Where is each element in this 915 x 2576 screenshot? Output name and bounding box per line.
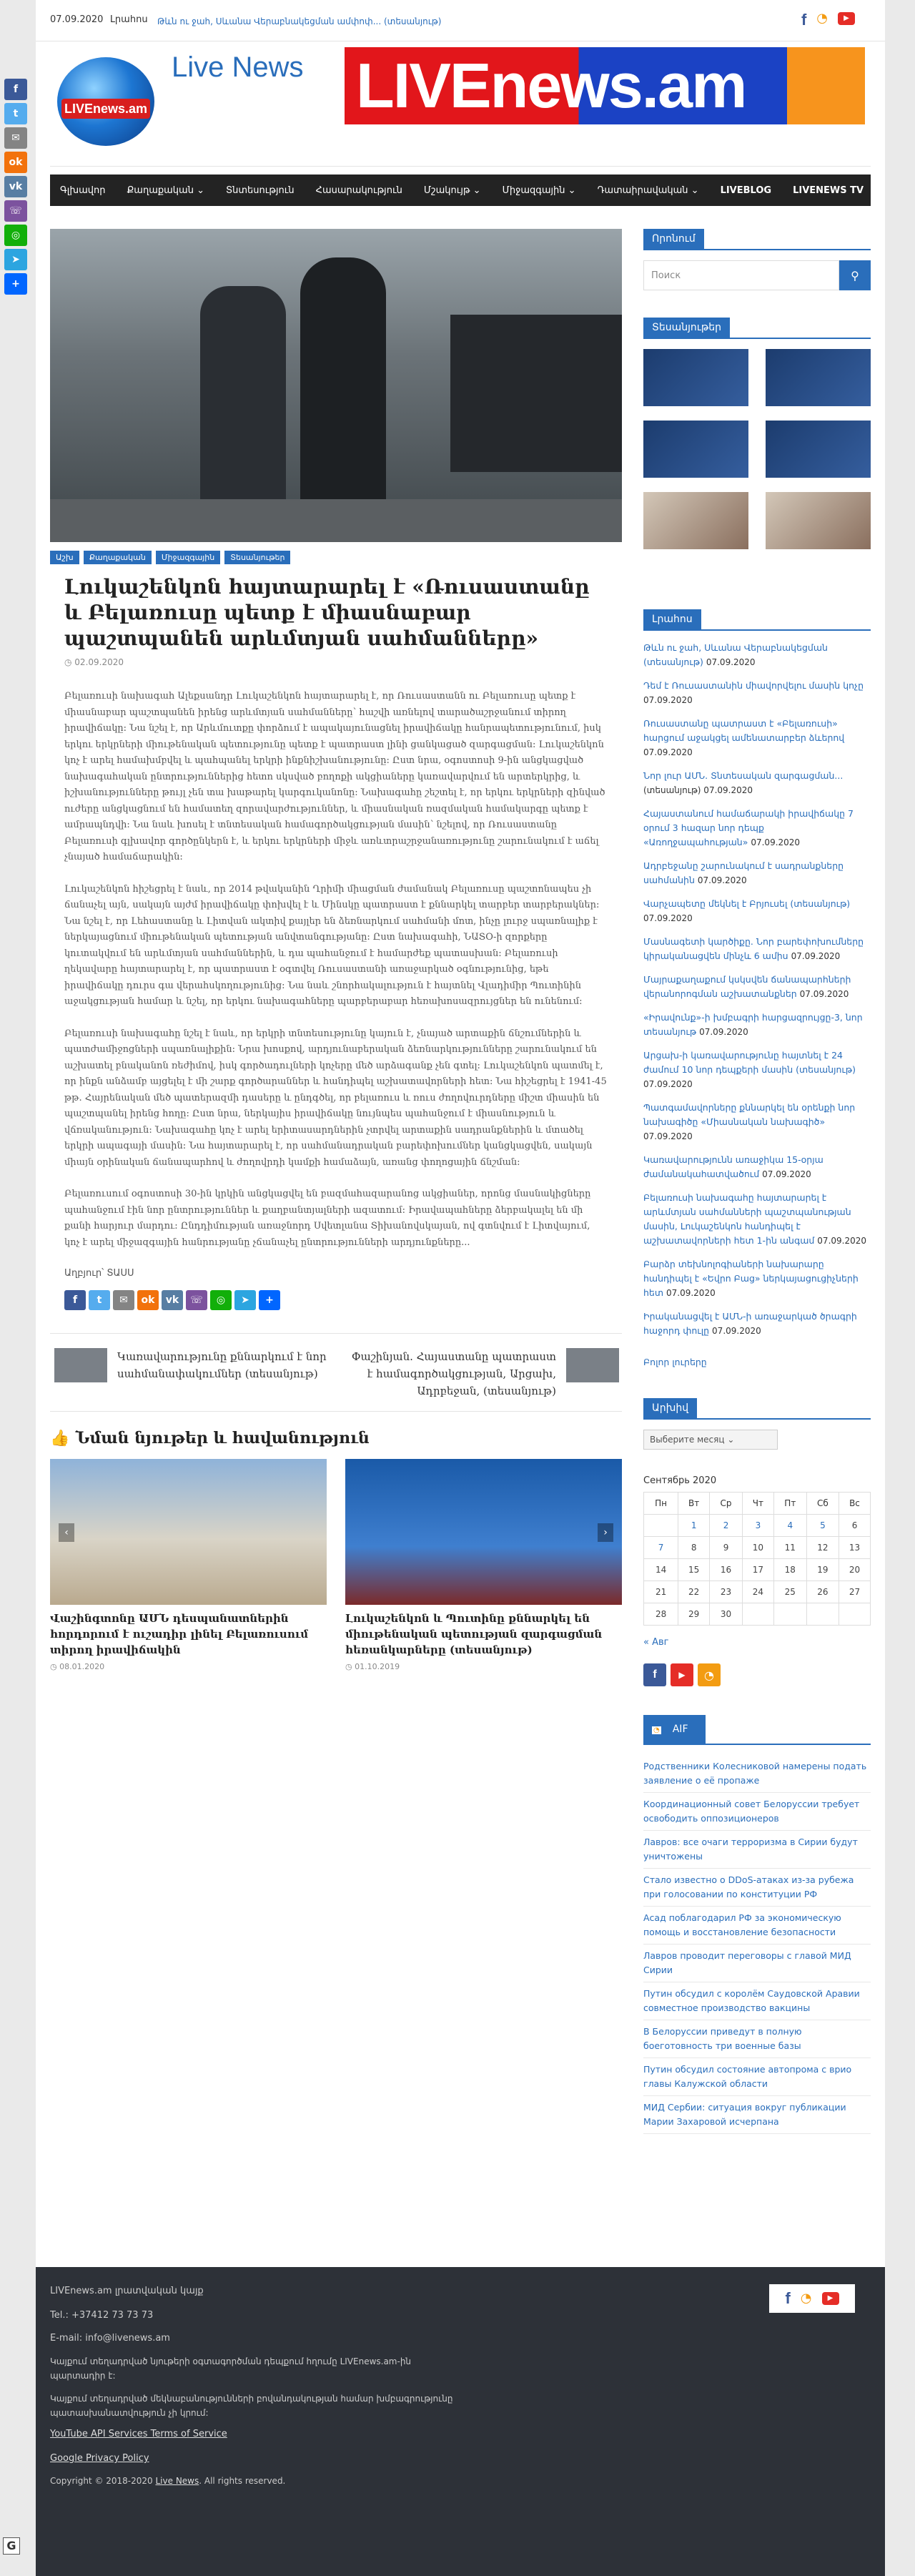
floating-share-bar — [4, 79, 27, 295]
prev-post-thumbnail[interactable] — [54, 1348, 107, 1382]
news-date: 07.09.2020 — [643, 1079, 693, 1089]
related-image[interactable] — [50, 1459, 327, 1605]
news-link[interactable]: «Իրավունք»-ի խմբագրի հարցազրույցը-3, նոր տեսանյութ — [643, 1012, 863, 1037]
list-item — [643, 1153, 871, 1181]
related-title[interactable]: Լուկաշենկոն և Պուտինը քննարկել են միութենական պետության զարգացման հեռանկարները (տեսանյութ) — [345, 1612, 603, 1656]
twitter-share-icon[interactable]: t — [4, 103, 27, 124]
related-heading-text: Նման նյութեր և հավանություն — [75, 1429, 370, 1447]
news-link[interactable]: Վարչապետը մեկնել է Բրյուսել (տեսանյութ) — [643, 898, 851, 909]
current-date: 07.09.2020 — [50, 14, 104, 25]
vk-share-icon[interactable]: vk — [4, 176, 27, 197]
footer-social-icons — [769, 2284, 855, 2313]
news-link[interactable]: Բարձր տեխնոլոգիաների նախարարը հանդիպել է «Եվրո Բաց» ներկայացուցիչների հետ — [643, 1259, 859, 1298]
telegram-share-icon[interactable]: ➤ — [234, 1290, 256, 1310]
list-item — [643, 1048, 871, 1091]
copyright-link[interactable]: Live News — [155, 2476, 199, 2486]
news-date: 07.09.2020 — [762, 1169, 811, 1179]
news-date: 07.09.2020 — [712, 1326, 761, 1336]
category-tag[interactable]: Աշխ — [50, 551, 79, 564]
calendar-day[interactable]: 3 — [742, 1515, 773, 1537]
list-item — [643, 1101, 871, 1144]
aif-link[interactable]: Асад поблагодарил РФ за экономическую помощь и восстановление безопасности — [643, 1907, 871, 1945]
calendar-week — [644, 1559, 871, 1581]
nav-item-label: Գլխավոր — [60, 185, 106, 196]
news-link[interactable]: Ռուսաստանը պատրաստ է «Բելառուսի» հարցում աջակցել ամենատարբեր ձևերով — [643, 718, 845, 743]
list-item — [643, 973, 871, 1001]
chevron-down-icon: ⌄ — [565, 185, 576, 196]
article-categories — [50, 551, 622, 564]
calendar-day: 12 — [806, 1537, 839, 1559]
calendar-day: 9 — [710, 1537, 743, 1559]
chevron-down-icon: ⌄ — [727, 1435, 735, 1445]
nav-item-label: LIVENEWS TV — [793, 185, 864, 196]
archive-select-value: Выберите месяц — [650, 1435, 725, 1445]
news-date: (տեսանյութ) 07.09.2020 — [643, 785, 753, 795]
whatsapp-share-icon[interactable]: ◎ — [4, 225, 27, 246]
related-image[interactable] — [345, 1459, 622, 1605]
nav-item[interactable] — [60, 185, 105, 196]
news-date: 07.09.2020 — [791, 951, 841, 961]
hero-figure-left — [200, 286, 286, 522]
news-link[interactable]: Կառավարությունն առաջիկա 15-օրյա ժամանակահատվածում — [643, 1154, 824, 1179]
translate-icon[interactable]: G — [3, 2537, 20, 2555]
top-social-icons — [801, 12, 855, 28]
news-date: 07.09.2020 — [643, 913, 693, 923]
calendar-day — [806, 1603, 839, 1626]
related-title[interactable]: Վաշինգտոնը ԱՄՆ դեսպանատներին հորդորում է ուշադիր լինել Բելառուսում տիրող իրավիճակին — [50, 1612, 309, 1656]
thumbs-up-icon: 👍 — [50, 1429, 70, 1447]
nav-item[interactable] — [598, 185, 699, 196]
list-item — [643, 1191, 871, 1248]
gallery-thumb[interactable] — [766, 492, 871, 549]
calendar-day: 25 — [773, 1581, 806, 1603]
list-item — [643, 897, 871, 925]
next-post-thumbnail[interactable] — [566, 1348, 619, 1382]
news-link[interactable]: Թևն ու ջահ, Սևանա Վերաբնակեցման (տեսանյութ) — [643, 642, 828, 667]
calendar-weekday: Вс — [839, 1493, 871, 1515]
hero-ground — [50, 499, 622, 542]
calendar-day: 29 — [678, 1603, 710, 1626]
next-post[interactable] — [350, 1348, 622, 1400]
category-tag[interactable]: Միջազգային — [156, 551, 220, 564]
footer-email: E-mail: info@livenews.am — [50, 2333, 170, 2344]
next-post-title[interactable]: Փաշինյան. Հայաստանը պատրաստ է համագործակցության, Արցախ, Ադրբեջան, (տեսանյութ) — [351, 1350, 556, 1397]
viber-share-icon[interactable]: ☏ — [4, 200, 27, 222]
calendar-head — [644, 1493, 871, 1515]
news-link[interactable]: Դեմ է Ռուսաստանին միավորվելու մասին կոչը — [643, 680, 864, 691]
archive-select[interactable] — [643, 1430, 778, 1450]
viber-share-icon[interactable]: ☏ — [186, 1290, 207, 1310]
footer-note-comments: Կայքում տեղադրված մեկնաբանությունների բովանդակության համար խմբագրությունը պատասխանատվություն չի կրում: — [50, 2394, 453, 2418]
facebook-icon[interactable]: f — [785, 2289, 791, 2307]
gallery-thumb[interactable] — [643, 421, 748, 478]
related-card[interactable] — [345, 1459, 622, 1671]
more-share-icon[interactable]: + — [259, 1290, 280, 1310]
youtube-icon[interactable]: ▶ — [838, 12, 855, 25]
calendar-day: 10 — [742, 1537, 773, 1559]
facebook-icon[interactable]: f — [643, 1663, 666, 1686]
chevron-down-icon: ⌄ — [470, 185, 481, 196]
news-date: 07.09.2020 — [643, 1131, 693, 1141]
aif-link[interactable]: Лавров: все очаги терроризма в Сирии будут уничтожены — [643, 1831, 871, 1869]
aif-link[interactable]: Лавров проводит переговоры с главой МИД Сирии — [643, 1945, 871, 1982]
related-heading — [50, 1429, 622, 1447]
news-date: 07.09.2020 — [751, 837, 801, 847]
facebook-icon[interactable]: f — [801, 11, 807, 29]
search-input[interactable]: Поиск — [643, 260, 839, 290]
news-link[interactable]: Պատգամավորները քննարկել են օրենքի նոր նախագիծը «Միասնական նախագիծ» — [643, 1102, 856, 1127]
rss-icon[interactable]: ◔ — [800, 2291, 812, 2306]
calendar-day: 26 — [806, 1581, 839, 1603]
site-footer — [36, 2267, 885, 2576]
calendar-weekday: Ср — [710, 1493, 743, 1515]
clock-icon: ◷ — [345, 1662, 355, 1671]
calendar-day: 15 — [678, 1559, 710, 1581]
nav-item[interactable] — [793, 185, 864, 196]
google-privacy-link[interactable]: Google Privacy Policy — [50, 2453, 149, 2464]
news-link[interactable]: Հայաստանում համաճարակի իրավիճակը 7 օրում 3 հազար նոր դեպք «Առողջապահության» — [643, 808, 854, 847]
calendar-day: 17 — [742, 1559, 773, 1581]
news-link[interactable]: Արցախ-ի կառավարությունը հայտնել է 24 ժամում 10 նոր դեպքերի մասին (տեսանյութ) — [643, 1050, 856, 1075]
page — [36, 0, 885, 2576]
hero-figure-center — [300, 257, 386, 515]
sidebar — [643, 229, 871, 2134]
rss-icon[interactable]: ◔ — [698, 1663, 721, 1686]
aif-link[interactable]: Координационный совет Белоруссии требует освободить оппозиционеров — [643, 1793, 871, 1831]
whatsapp-share-icon[interactable]: ◎ — [210, 1290, 232, 1310]
hero-vehicle — [450, 315, 622, 472]
related-date — [345, 1662, 622, 1671]
calendar-day[interactable]: 7 — [644, 1537, 678, 1559]
archive-widget-title — [643, 1398, 871, 1420]
calendar-week — [644, 1515, 871, 1537]
calendar-day: 21 — [644, 1581, 678, 1603]
footer-site-name: LIVEnews.am լրատվական կայք — [50, 2286, 204, 2296]
main-content — [50, 229, 622, 1671]
calendar-day: 27 — [839, 1581, 871, 1603]
search-form — [643, 260, 871, 290]
calendar-day: 14 — [644, 1559, 678, 1581]
news-date: 07.09.2020 — [643, 747, 693, 757]
chevron-down-icon: ⌄ — [688, 185, 699, 196]
nav-item-label: Միջազգային — [502, 185, 565, 196]
aif-widget-title — [643, 1715, 871, 1745]
article-share-buttons — [50, 1290, 622, 1310]
list-item — [643, 1257, 871, 1300]
calendar-weekday: Пт — [773, 1493, 806, 1515]
nav-item-label: Մշակույթ — [423, 185, 470, 196]
site-header — [36, 41, 885, 174]
article-paragraph: Բելառուսի նախագահ Ալեքսանդր Լուկաշենկոն հայտարարել է, որ Ռուսաստանն ու Բելառուսը պետք է միասնաբար պաշտպանեն իրենց արևմտյան սահմանները՝ հաշվի առնելով տարածաշրջանում տիրող իրավիճակը: Նա նշել է, որ Արևմուտքը փորձում է ապակայունացնել իրավիճակը հանրապետությունում, իսկ երկու երկրների միութենական պետությունը պետք է պատրաստ լինի ցանկացած զարգացման: Լուկաշենկոն կոչ է արել համախմբվել և պահպանել երկրի ինքնիշխանությունը: Ըստ նրա, օգոստոսի 9-ին անցկացված նախագահական ընտրություններից հետո սկսված բողոքի ակցիաները կառավարվում են արտերկրից, և իշխանությունները թույլ չեն տա խաթարել կարգուկանոնը: Նախագահը շեշտել է, որ երկու երկրների զինված ուժերը անցկացնում են համատեղ զորավարժություններ, և միասնական ռազմական համակարգը պետք է ամրապնդվի: Նա նաև խոսել է տնտեսական համագործակցության մասին՝ նշելով, որ Ռուսաստանը Բելառուսի գլխավոր գործընկերն է, և երկու երկրների միջև առևտրաշրջանառությունը շարունակում է աճել չնայած համաճարակին: — [64, 691, 605, 862]
calendar-day[interactable]: 2 — [710, 1515, 743, 1537]
list-item — [643, 807, 871, 850]
aif-link[interactable]: Родственники Колесниковой намерены подать заявление о её пропаже — [643, 1755, 871, 1793]
video-gallery — [643, 349, 871, 549]
calendar-day: 8 — [678, 1537, 710, 1559]
nav-item[interactable] — [127, 185, 204, 196]
chevron-down-icon: ⌄ — [193, 185, 204, 196]
news-date: 07.09.2020 — [697, 875, 747, 885]
aif-widget-title-text: AIF — [664, 1719, 697, 1739]
calendar-day: 30 — [710, 1603, 743, 1626]
news-link[interactable]: Բելառուսի նախագահը հայտարարել է արևմտյան սահմանների պաշտպանության մասին, Լուկաշենկոն հանդիպել է աշխատավորների հետ 1-ին անգամ — [643, 1192, 851, 1246]
footer-copyright — [50, 2476, 285, 2486]
gallery-widget-title-text: Տեսանյութեր — [643, 318, 730, 338]
nav-item[interactable] — [424, 185, 481, 196]
copyright-suffix: . All rights reserved. — [199, 2476, 286, 2486]
news-link[interactable]: Ադրբեջանը շարունակում է սադրանքները սահմանին — [643, 860, 844, 885]
list-item — [643, 679, 871, 707]
aif-feed — [643, 1755, 871, 2134]
aif-link[interactable]: МИД Сербии: ситуация вокруг публикации Марии Захаровой исчерпана — [643, 2096, 871, 2134]
nav-item-label: Քաղաքական — [127, 185, 194, 196]
calendar-day: 28 — [644, 1603, 678, 1626]
related-date-text: 08.01.2020 — [59, 1662, 105, 1671]
list-item — [643, 1309, 871, 1338]
nav-item-label: LIVEBLOG — [720, 185, 772, 196]
news-date: 07.09.2020 — [699, 1027, 748, 1037]
nav-item-label: Դատաիրավական — [597, 185, 688, 196]
logo-tag: LIVEnews.am — [61, 99, 150, 119]
calendar-prev-month[interactable]: « Авг — [643, 1637, 669, 1648]
calendar-day — [773, 1603, 806, 1626]
news-more-link[interactable]: Բոլոր լուրերը — [643, 1357, 707, 1367]
news-link[interactable]: Նոր լուր ԱՄՆ. Տնտեսական զարգացման... — [643, 770, 844, 781]
email-share-icon[interactable]: ✉ — [113, 1290, 134, 1310]
clock-icon: ◷ — [64, 657, 75, 667]
site-title[interactable]: Live News — [172, 51, 304, 83]
prev-post-title[interactable]: Կառավարությունը քննարկում է նոր սահմանափակումներ (տեսանյութ) — [117, 1350, 327, 1380]
news-link[interactable]: Մայրաքաղաքում կսկսվեն ճանապարհների վերանորոգման աշխատանքներ — [643, 974, 851, 999]
email-share-icon[interactable]: ✉ — [4, 127, 27, 149]
article-paragraph: Բելառուսում օգոստոսի 30-ին կրկին անցկացվել են բազմահազարանոց ակցիաներ, որոնց մասնակիցները պահանջում էին նոր ընտրություններ և քաղբանտյալների ազատում: Իրավապահները ձերբակալել են մի քանի հարյուր մարդու: Ընդդիմության առաջնորդ Սվետլանա Տիխանովսկայան, ով գտնվում է Լիտվայում, կոչ է արել միջազգային հանրությանը չճանաչել ընտրությունների արդյունքները... — [64, 1189, 591, 1248]
news-date: 07.09.2020 — [817, 1236, 867, 1246]
category-tag[interactable]: Քաղաքական — [84, 551, 152, 564]
related-card[interactable] — [50, 1459, 327, 1671]
calendar-day: 16 — [710, 1559, 743, 1581]
article-date — [50, 652, 622, 673]
youtube-icon[interactable]: ▶ — [822, 2292, 839, 2305]
archive-widget-title-text: Արխիվ — [643, 1398, 697, 1418]
list-item — [643, 641, 871, 669]
news-list — [643, 641, 871, 1338]
top-bar — [36, 0, 885, 41]
facebook-share-icon[interactable]: f — [4, 79, 27, 100]
youtube-terms-link[interactable]: YouTube API Services Terms of Service — [50, 2429, 227, 2439]
youtube-icon[interactable]: ▶ — [671, 1663, 693, 1686]
twitter-share-icon[interactable]: t — [89, 1290, 110, 1310]
article-paragraph: Բելառուսի նախագահը նշել է նաև, որ երկրի տնտեսությունը կայուն է, չնայած արտաքին ճնշումներին և պատժամիջոցների սպառնալիքին: Նրա խոսքով, արդյունաբերական ձեռնարկությունները շարունակում են աշխատել բնականոն ռեժիմով, իսկ գործադուլների կոչերը մեծ արձագանք չեն գտել: Լուկաշենկոն պատմել է, որ ինքն անձամբ այցելել է մի շարք գործարաններ և հանդիպել աշխատավորների հետ: Նա հիշեցրել է 1941-45 թթ. Հայրենական մեծ պատերազմի դասերը և ընդգծել, որ բելառուս և ռուս ժողովուրդները միշտ միասին են պաշտպանել իրենց հողը: Ըստ նրա, ներկայիս իրավիճակը նույնպես պահանջում է միասնություն և վճռականություն: Նախագահը կոչ է արել երիտասարդներին չտրվել արտաքին սադրանքներին և մտածել երկրի ապագայի մասին: Նա հայտարարել է, որ սահմանադրական բարեփոխումներ կանցկացվեն, սակայն միայն օրինական ճանապարհով և ժողովրդի կամքի համաձայն, առանց փողոցային ճնշման: — [64, 1028, 607, 1168]
news-link[interactable]: Մասնագետի կարծիքը. Նոր բարեփոխումները կիրականացվեն մինչև 6 ամիս — [643, 936, 864, 961]
category-tag[interactable]: Տեսանյութեր — [224, 551, 290, 564]
clock-icon: ◷ — [50, 1662, 60, 1671]
gallery-thumb[interactable] — [643, 349, 748, 406]
article-paragraph: Լուկաշենկոն հիշեցրել է նաև, որ 2014 թվականին Ղրիմի միացման ժամանակ Բելառուսը պաշտոնապես չի ճանաչել այն, սակայն այժմ իրավիճակը փոխվել է և Մինսկը պատրաստ է քննարկել տարբեր տարբերակներ: Նա նշել է, որ Լեհաստանը և Լիտվան ակտիվ քայլեր են ձեռնարկում սահմանի մոտ, ինչը լուրջ սպառնալիք է ներկայացնում միութենական պետության անվտանգությանը: Ըստ նախագահի, ՆԱՏՕ-ի զորքերը կուտակվում են արևմտյան սահմաններին, և դա պահանջում է համարժեք պատասխան: Բելառուսի ղեկավարը հայտարարել է, որ պատրաստ է օգտվել Ռուսաստանի առաջարկած օգնությունից, եթե իրավիճակը դուրս գա վերահսկողությունից: Նա նաև շնորհակալություն է հայտնել Վլադիմիր Պուտինին աջակցության համար և նշել, որ երկու նախագահները պարբերաբար հեռախոսազրույցներ են ունենում: — [64, 883, 600, 1007]
aif-link[interactable]: Путин обсудил с королём Саудовской Аравии совместное производство вакцины — [643, 1982, 871, 2020]
calendar-day: 6 — [839, 1515, 871, 1537]
calendar-day: 23 — [710, 1581, 743, 1603]
aif-link[interactable]: В Белоруссии приведут в полную боеготовность три военные базы — [643, 2020, 871, 2058]
calendar-weekday: Чт — [742, 1493, 773, 1515]
nav-item-label: Տնտեսություն — [225, 185, 295, 196]
article-source: Աղբյուր՝ ՏԱՍՍ — [64, 1268, 134, 1279]
calendar-day: 13 — [839, 1537, 871, 1559]
calendar-body — [644, 1515, 871, 1626]
calendar-day: 24 — [742, 1581, 773, 1603]
news-date: 07.09.2020 — [799, 989, 849, 999]
gallery-widget-title — [643, 318, 871, 339]
calendar-weekday: Пн — [644, 1493, 678, 1515]
search-widget-title-text: Որոնում — [643, 229, 704, 249]
rss-icon[interactable]: ◔ — [816, 11, 828, 26]
header-divider — [50, 166, 871, 167]
header-banner[interactable]: LIVEnews.am — [345, 47, 865, 124]
news-widget-title — [643, 609, 871, 631]
nav-item-label: Հասարակություն — [315, 185, 402, 196]
calendar-day: 22 — [678, 1581, 710, 1603]
calendar-day — [644, 1515, 678, 1537]
telegram-share-icon[interactable]: ➤ — [4, 249, 27, 270]
calendar-day[interactable]: 4 — [773, 1515, 806, 1537]
search-icon: ⚲ — [851, 268, 859, 282]
news-date: 07.09.2020 — [643, 695, 693, 705]
calendar-weekday: Вт — [678, 1493, 710, 1515]
footer-note-copy: Կայքում տեղադրված նյութերի օգտագործման դեպքում հղումը LIVEnews.am-ին պարտադիր է: — [50, 2356, 412, 2381]
slider-next-icon[interactable]: › — [598, 1523, 613, 1542]
footer-phone: Tel.: +37412 73 73 73 — [50, 2310, 154, 2321]
article-hero-image — [50, 229, 622, 542]
list-item — [643, 859, 871, 888]
main-nav — [50, 174, 871, 206]
related-posts — [50, 1459, 622, 1671]
search-widget-title — [643, 229, 871, 250]
calendar-day: 18 — [773, 1559, 806, 1581]
calendar-day[interactable]: 5 — [806, 1515, 839, 1537]
list-item — [643, 1011, 871, 1039]
calendar-week — [644, 1537, 871, 1559]
prev-post[interactable] — [50, 1348, 336, 1382]
calendar-day — [742, 1603, 773, 1626]
aif-link[interactable]: Стало известно о DDoS-атаках из-за рубежа при голосовании по конституции РФ — [643, 1869, 871, 1907]
related-date-text: 01.10.2019 — [355, 1662, 400, 1671]
gallery-thumb[interactable] — [766, 349, 871, 406]
site-logo[interactable] — [57, 57, 154, 146]
news-date: 07.09.2020 — [666, 1288, 716, 1298]
aif-widget-title-inner — [643, 1715, 706, 1744]
calendar-day: 20 — [839, 1559, 871, 1581]
rss-small-icon: ◔ — [653, 1726, 660, 1734]
slider-prev-icon[interactable]: ‹ — [59, 1523, 74, 1542]
news-link[interactable]: Իրականացվել է ԱՄՆ-ի առաջարկած ծրագրի հաջորդ փուլը — [643, 1311, 857, 1336]
article-body — [50, 689, 622, 1251]
related-date — [50, 1662, 327, 1671]
calendar-day — [839, 1603, 871, 1626]
list-item — [643, 935, 871, 963]
calendar-weekday: Сб — [806, 1493, 839, 1515]
aif-link[interactable]: Путин обсудил состояние автопрома с врио главы Калужской области — [643, 2058, 871, 2096]
nav-item[interactable] — [503, 185, 576, 196]
nav-item[interactable] — [721, 185, 772, 196]
calendar-caption: Сентябрь 2020 — [643, 1475, 717, 1486]
news-date: 07.09.2020 — [706, 657, 756, 667]
list-item — [643, 717, 871, 759]
article-headline: Լուկաշենկոն հայտարարել է «Ռուսաստանը և Բելառուսը պետք է միասնաբար պաշտպանեն արևմտյան սահմանները» — [64, 575, 590, 650]
odnoklassniki-share-icon[interactable]: ok — [4, 152, 27, 173]
post-navigation — [50, 1333, 622, 1412]
sidebar-social-icons — [643, 1663, 871, 1686]
more-share-icon[interactable]: + — [4, 273, 27, 295]
odnoklassniki-share-icon[interactable]: ok — [137, 1290, 159, 1310]
calendar-week — [644, 1603, 871, 1626]
list-item — [643, 769, 871, 797]
calendar-day[interactable]: 1 — [678, 1515, 710, 1537]
calendar-day: 19 — [806, 1559, 839, 1581]
article-date-text[interactable]: 02.09.2020 — [74, 657, 124, 667]
news-more — [643, 1355, 871, 1370]
ticker-link[interactable]: Թևն ու ջահ, Սևանա Վերաբնակեցման ամփոփ... (տեսանյութ) — [157, 16, 442, 26]
gallery-thumb[interactable] — [643, 492, 748, 549]
calendar — [643, 1492, 871, 1626]
copyright-prefix: Copyright © 2018-2020 — [50, 2476, 156, 2486]
facebook-share-icon[interactable]: f — [64, 1290, 86, 1310]
ticker-label: Լրահոս — [110, 14, 148, 25]
nav-item[interactable] — [316, 185, 402, 196]
calendar-day: 11 — [773, 1537, 806, 1559]
vk-share-icon[interactable]: vk — [162, 1290, 183, 1310]
news-widget-title-text: Լրահոս — [643, 609, 701, 629]
search-button[interactable] — [839, 260, 871, 290]
gallery-thumb[interactable] — [766, 421, 871, 478]
calendar-week — [644, 1581, 871, 1603]
nav-item[interactable] — [226, 185, 295, 196]
